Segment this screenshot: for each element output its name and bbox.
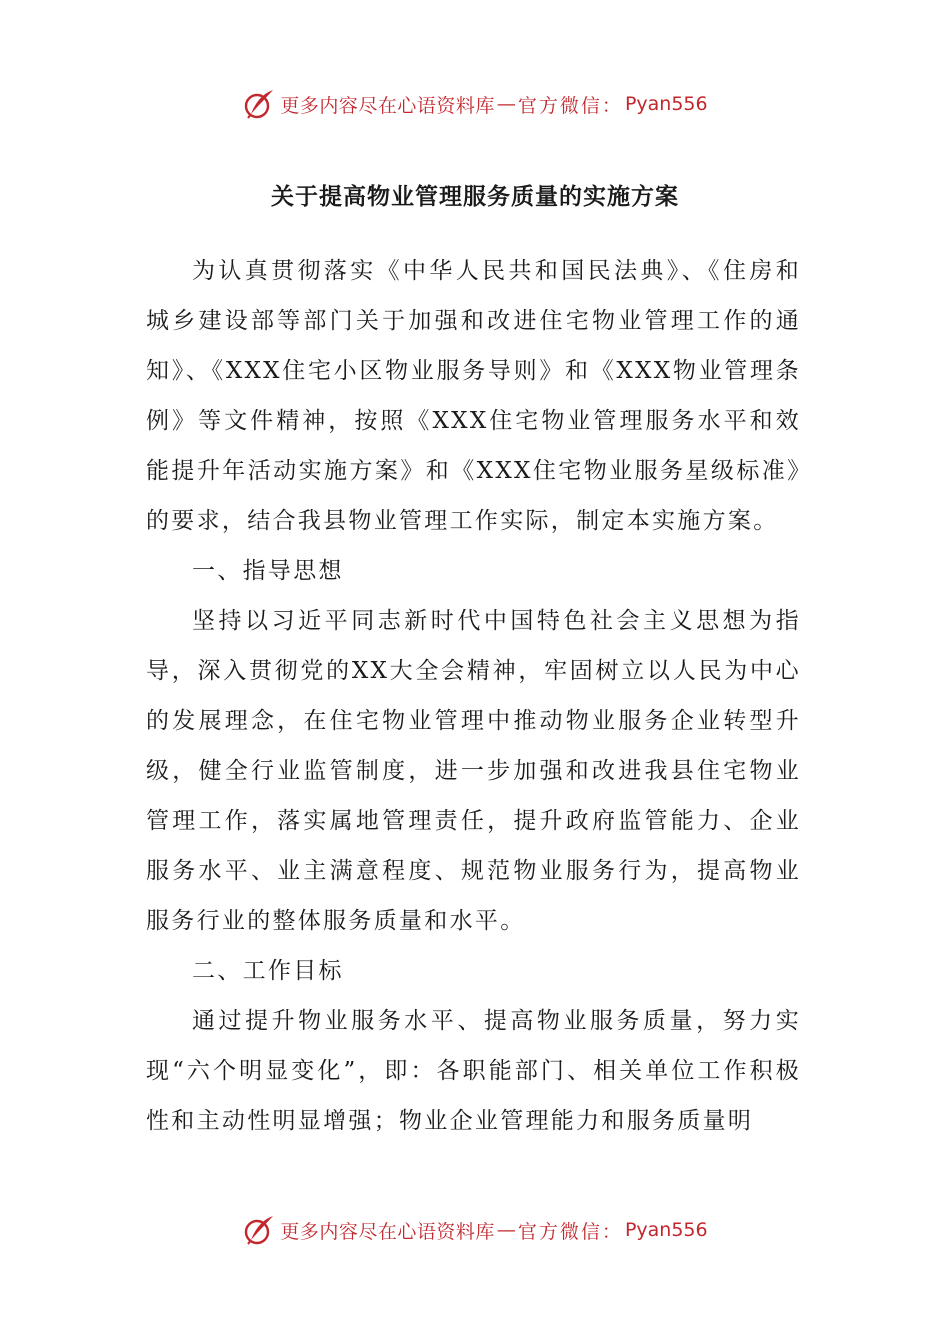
banner-wechat-id: Pyan556 [624,1219,708,1241]
banner-official-label: 官方微信： [517,1220,623,1243]
document-body [146,246,801,1146]
banner-brand-text: 更多内容尽在心语资料库 [280,1220,495,1243]
quill-logo-icon [242,87,276,121]
guiding-ideology-paragraph: 坚持以习近平同志新时代中国特色社会主义思想为指导，深入贯彻党的XX大全会精神，牢固树立以人民为中心的发展理念，在住宅物业管理中推动物业服务企业转型升级，健全行业监管制度，进一步加强和改进我县住宅物业管理工作，落实属地管理责任，提升政府监管能力、企业服务水平、业主满意程度、规范物业服务行为，提高物业服务行业的整体服务质量和水平。 [146,608,801,934]
banner-wechat-id: Pyan556 [624,93,708,115]
section-heading-work-goals: 二、工作目标 [192,958,344,984]
banner-official-label: 官方微信： [517,94,623,117]
banner-dash: — [496,93,516,115]
intro-paragraph: 为认真贯彻落实《中华人民共和国民法典》、《住房和城乡建设部等部门关于加强和改进住宅物业管理工作的通知》、《XXX住宅小区物业服务导则》和《XXX物业管理条例》等文件精神，按照《XXX住宅物业管理服务水平和效能提升年活动实施方案》和《XXX住宅物业服务星级标准》的要求，结合我县物业管理工作实际，制定本实施方案。 [146,258,801,534]
document-title: 关于提高物业管理服务质量的实施方案 [271,184,679,210]
banner-dash: — [496,1219,516,1241]
section-heading-guiding-ideology: 一、指导思想 [192,558,344,584]
banner-brand-text: 更多内容尽在心语资料库 [280,94,495,117]
quill-logo-icon [242,1213,276,1247]
work-goals-paragraph: 通过提升物业服务水平、提高物业服务质量，努力实现“六个明显变化”，即：各职能部门、相关单位工作积极性和主动性明显增强；物业企业管理能力和服务质量明 [146,1008,801,1134]
header-watermark-banner [0,82,950,126]
footer-watermark-banner [0,1208,950,1252]
